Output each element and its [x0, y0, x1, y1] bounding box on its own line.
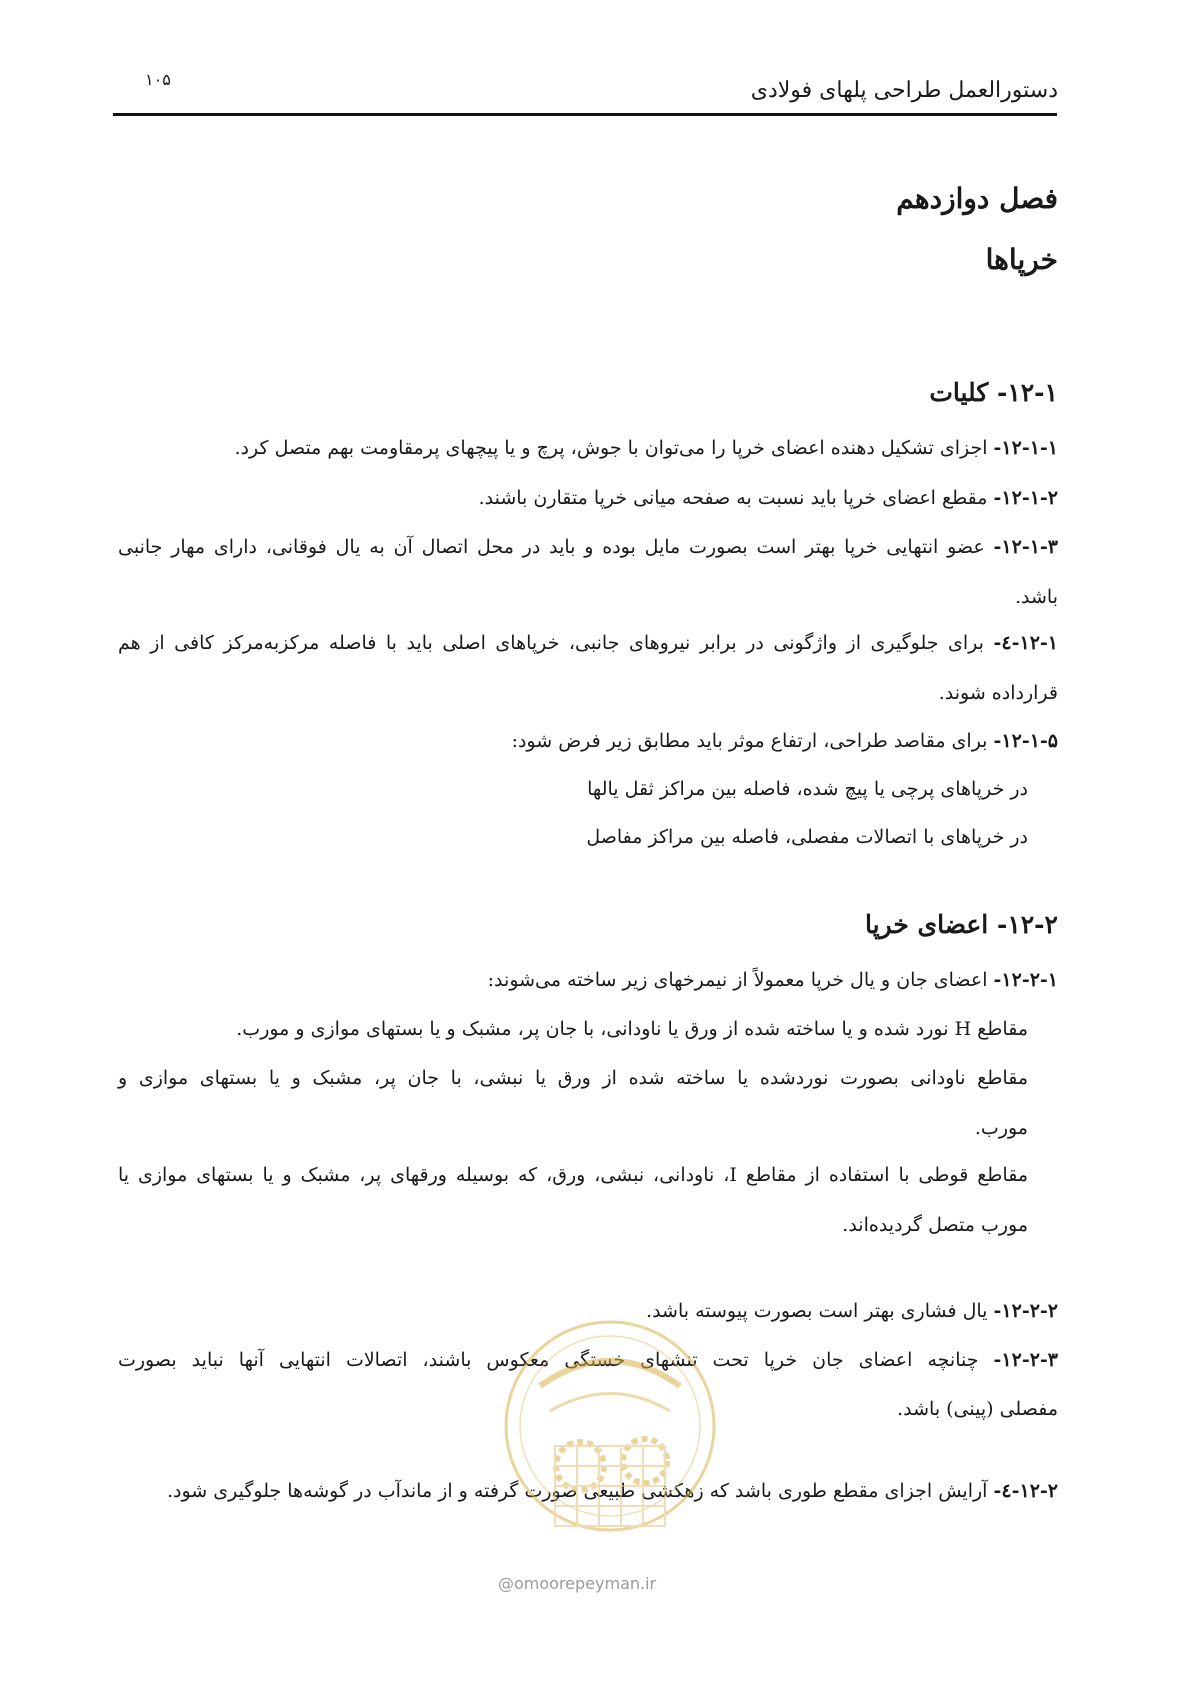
- clause-text: عضو انتهایی خرپا بهتر است بصورت مایل بوده و باید در محل اتصال آن به یال فوقانی، دارای مهار جانبی: [118, 536, 994, 558]
- paragraph-12-1-1: [235, 437, 1058, 459]
- running-header-title: دستورالعمل طراحی پلهای فولادی: [750, 78, 1058, 103]
- clause-number: ۱۲-۱-۱-: [993, 437, 1058, 459]
- clause-number: ۱۲-۲-۲-: [993, 1300, 1058, 1322]
- clause-text: یال فشاری بهتر است بصورت پیوسته باشد.: [646, 1300, 994, 1322]
- section-heading-truss-members: ۱۲-۲- اعضای خرپا: [864, 910, 1058, 939]
- list-item-cont: مورب متصل گردیده‌اند.: [842, 1214, 1028, 1236]
- list-item: مقاطع ناودانی بصورت نوردشده یا ساخته شده از ورق یا نبشی، با جان پر، مشبک و یا بستهای موازی و: [118, 1067, 1028, 1089]
- watermark-text: @omoorepeyman.ir: [498, 1574, 657, 1593]
- clause-text: برای مقاصد طراحی، ارتفاع موثر باید مطابق زیر فرض شود:: [511, 730, 994, 752]
- watermark-logo: [500, 1316, 720, 1576]
- section-heading-general: ۱۲-۱- کلیات: [929, 378, 1058, 407]
- clause-text: مقطع اعضای خرپا باید نسبت به صفحه میانی خرپا متقارن باشند.: [478, 487, 994, 509]
- paragraph-12-1-4: [118, 632, 1058, 654]
- clause-number: ۱۲-۲-۳-: [993, 1349, 1058, 1371]
- clause-text: اعضای جان و یال خرپا معمولاً از نیمرخهای زیر ساخته می‌شوند:: [487, 969, 994, 991]
- list-item-cont: مورب.: [974, 1117, 1028, 1139]
- paragraph-12-1-5: [512, 730, 1058, 752]
- list-item: در خرپاهای پرچی یا پیچ شده، فاصله بین مراکز ثقل یالها: [587, 778, 1028, 800]
- paragraph-12-1-3-cont: باشد.: [1014, 586, 1058, 608]
- clause-text: اجزای تشکیل دهنده اعضای خرپا را می‌توان با جوش، پرچ و یا پیچهای پرمقاومت بهم متصل کرد.: [234, 437, 994, 459]
- clause-number: ۱۲-۲-۱-: [993, 969, 1058, 991]
- clause-number: ۱۲-۱-۲-: [993, 487, 1058, 509]
- header-divider: [113, 113, 1057, 116]
- paragraph-12-1-2: [479, 487, 1058, 509]
- page-number: ۱۰۵: [145, 70, 171, 89]
- paragraph-12-1-4-cont: قرارداده شوند.: [938, 682, 1058, 704]
- clause-number: ۱۲-۱-۵-: [993, 730, 1058, 752]
- chapter-label: فصل دوازدهم: [896, 182, 1058, 215]
- clause-text: آرایش اجزای مقطع طوری باشد که زهکشی طبیعی صورت گرفته و از ماندآب در گوشه‌ها جلوگیری شود.: [166, 1480, 994, 1502]
- list-item: مقاطع قوطی با استفاده از مقاطع I، ناودانی، نبشی، ورق، که بوسیله ورقهای پر، مشبک و یا بستهای موازی یا: [118, 1164, 1029, 1186]
- clause-text: چنانچه اعضای جان خرپا تحت تنشهای خستگی معکوس باشند، اتصالات انتهایی آنها نباید بصورت: [118, 1349, 994, 1371]
- paragraph-12-1-3: [118, 536, 1058, 558]
- paragraph-12-2-1: [488, 969, 1058, 991]
- clause-number: ۱۲-۱-٤-: [993, 632, 1058, 654]
- clause-number: ۱۲-۱-۳-: [993, 536, 1058, 558]
- list-item: در خرپاهای با اتصالات مفصلی، فاصله بین مراکز مفاصل: [586, 826, 1028, 848]
- paragraph-12-2-3-cont: مفصلی (پینی) باشد.: [897, 1398, 1058, 1420]
- chapter-title: خرپاها: [985, 243, 1058, 276]
- clause-number: ۱۲-۲-٤-: [993, 1480, 1058, 1502]
- clause-text: برای جلوگیری از واژگونی در برابر نیروهای جانبی، خرپاهای اصلی باید با فاصله مرکزبه‌مرکز کافی از هم: [118, 632, 994, 654]
- list-item: مقاطع H نورد شده و یا ساخته شده از ورق یا ناودانی، با جان پر، مشبک و یا بستهای موازی و مورب.: [236, 1018, 1028, 1040]
